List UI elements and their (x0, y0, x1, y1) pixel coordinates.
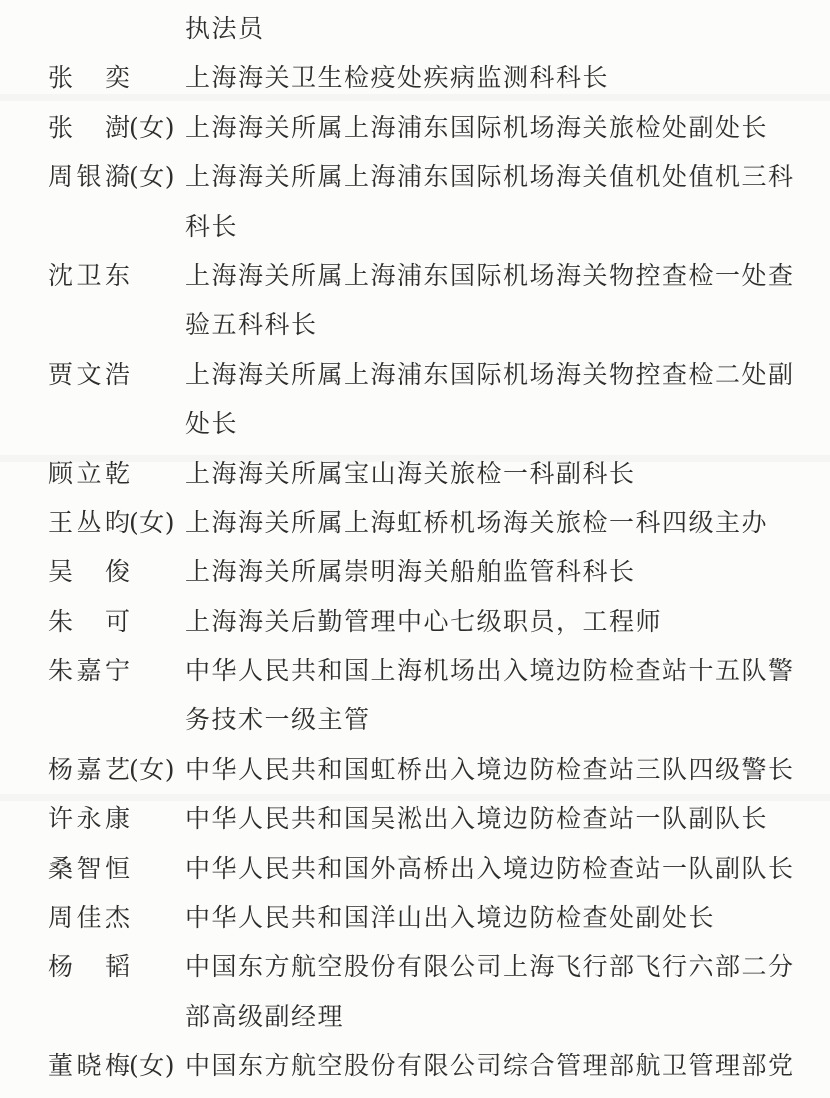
gender-suffix: (女) (129, 1051, 176, 1081)
person-name (48, 794, 130, 843)
roster-entry-continuation-line (0, 992, 830, 1041)
gender-suffix: (女) (129, 507, 176, 537)
person-name-char: 晓 (76, 1051, 102, 1081)
person-name-char: 桑 (48, 853, 74, 883)
gender-suffix: (女) (129, 754, 176, 784)
roster-entry-continuation-line (0, 300, 830, 349)
roster-entry-line (0, 547, 830, 596)
person-name-char: 乾 (104, 458, 130, 488)
person-name-char: 朱 (48, 606, 74, 636)
roster-entry-line (0, 844, 830, 893)
position-title-text: 上海海关所属上海浦东国际机场海关物控查检一处查 (185, 260, 795, 290)
person-name (48, 498, 130, 547)
roster-entry-continuation-line (0, 202, 830, 251)
person-name-char: 杰 (104, 903, 130, 933)
person-name-char: 银 (76, 162, 102, 192)
roster-entry-line (0, 942, 830, 991)
person-name-char: 周 (48, 903, 74, 933)
person-name (48, 152, 130, 201)
person-name (48, 844, 130, 893)
person-name (48, 1041, 130, 1090)
position-title-text: 中华人民共和国吴淞出入境边防检查站一队副队长 (185, 804, 769, 834)
person-name-char: 董 (48, 1051, 74, 1081)
roster-entry-line (0, 350, 830, 399)
roster-entry-line (0, 251, 830, 300)
roster-entry-line (0, 893, 830, 942)
roster-entry-line (0, 4, 830, 53)
person-name (48, 53, 130, 102)
person-name-char: 立 (76, 458, 102, 488)
person-name-char: 昀 (104, 507, 130, 537)
person-name-char: 东 (104, 260, 130, 290)
roster-entry-line (0, 152, 830, 201)
person-name-char: 许 (48, 804, 74, 834)
position-title-text: 中国东方航空股份有限公司上海飞行部飞行六部二分 (185, 952, 795, 982)
position-title-text: 中华人民共和国外高桥出入境边防检查站一队副队长 (185, 853, 795, 883)
person-name-char: 文 (76, 359, 102, 389)
person-name-char: 张 (48, 112, 74, 142)
person-name (48, 449, 130, 498)
position-title-text: 执法员 (185, 14, 265, 43)
person-name (48, 893, 130, 942)
position-title-text: 上海海关所属上海浦东国际机场海关物控查检二处副 (185, 359, 795, 389)
gender-suffix: (女) (129, 162, 176, 192)
person-name-char: 杨 (48, 952, 74, 982)
roster-entry-line (0, 646, 830, 695)
roster-entry-line (0, 498, 830, 547)
person-name (48, 745, 130, 794)
position-title-text: 上海海关所属崇明海关船舶监管科科长 (185, 557, 636, 587)
person-name-char: 梅 (104, 1051, 130, 1081)
roster-entry-line (0, 53, 830, 102)
person-name-char: 顾 (48, 458, 74, 488)
person-name-char: 沈 (48, 260, 74, 290)
position-title-text: 中国东方航空股份有限公司综合管理部航卫管理部党 (185, 1051, 795, 1081)
person-name-char: 贾 (48, 359, 74, 389)
person-name-char: 嘉 (76, 754, 102, 784)
position-title-text: 验五科科长 (185, 310, 318, 340)
person-name-char: 智 (76, 853, 102, 883)
person-name-char: 杨 (48, 754, 74, 784)
person-name (48, 350, 130, 399)
roster-entry-continuation-line (0, 695, 830, 744)
position-title-text: 部高级副经理 (185, 1001, 345, 1031)
person-name-char: 张 (48, 63, 74, 93)
person-name-char: 永 (76, 804, 102, 834)
gender-suffix: (女) (129, 112, 176, 142)
position-title-text: 上海海关后勤管理中心七级职员，工程师 (185, 606, 663, 636)
position-title-text: 上海海关卫生检疫处疾病监测科科长 (185, 63, 610, 93)
person-name-char: 恒 (104, 853, 130, 883)
person-name-char: 佳 (76, 903, 102, 933)
position-title-text: 务技术一级主管 (185, 705, 371, 735)
person-name-char: 澍 (104, 112, 130, 142)
roster-entry-line (0, 449, 830, 498)
position-title-text: 上海海关所属上海浦东国际机场海关值机处值机三科 (185, 162, 795, 192)
person-name-char: 康 (104, 804, 130, 834)
person-name-char: 奕 (104, 63, 130, 93)
person-name (48, 646, 130, 695)
person-name-char: 卫 (76, 260, 102, 290)
person-name-char: 艺 (104, 754, 130, 784)
roster-entry-line (0, 103, 830, 152)
person-name (48, 942, 130, 991)
position-title-text: 中华人民共和国洋山出入境边防检查处副处长 (185, 903, 716, 933)
position-title-text: 上海海关所属宝山海关旅检一科副科长 (185, 458, 636, 488)
roster-entry-line (0, 597, 830, 646)
person-name-char: 周 (48, 162, 74, 192)
person-name (48, 547, 130, 596)
roster-entry-line (0, 794, 830, 843)
person-name-char: 王 (48, 507, 74, 537)
person-name-char: 浩 (104, 359, 130, 389)
roster-entry-line (0, 1041, 830, 1090)
person-name (48, 597, 130, 646)
person-name (48, 251, 130, 300)
person-name-char: 俊 (104, 557, 130, 587)
position-title-text: 中华人民共和国虹桥出入境边防检查站三队四级警长 (185, 754, 795, 784)
person-name-char: 可 (104, 606, 130, 636)
position-title-text: 科长 (185, 211, 239, 241)
roster-entry-line (0, 745, 830, 794)
position-title-text: 上海海关所属上海虹桥机场海关旅检一科四级主办 (185, 507, 769, 537)
position-title-text: 上海海关所属上海浦东国际机场海关旅检处副处长 (185, 112, 769, 142)
person-name-char: 嘉 (76, 656, 102, 686)
roster-list (0, 4, 830, 1091)
person-name (48, 103, 130, 152)
person-name-char: 宁 (104, 656, 130, 686)
person-name-char: 韬 (104, 952, 130, 982)
person-name-char: 吴 (48, 557, 74, 587)
person-name-char: 漪 (104, 162, 130, 192)
position-title-text: 处长 (185, 409, 239, 439)
roster-entry-continuation-line (0, 399, 830, 448)
position-title-text: 中华人民共和国上海机场出入境边防检查站十五队警 (185, 656, 795, 686)
person-name-char: 丛 (76, 507, 102, 537)
person-name-char: 朱 (48, 656, 74, 686)
